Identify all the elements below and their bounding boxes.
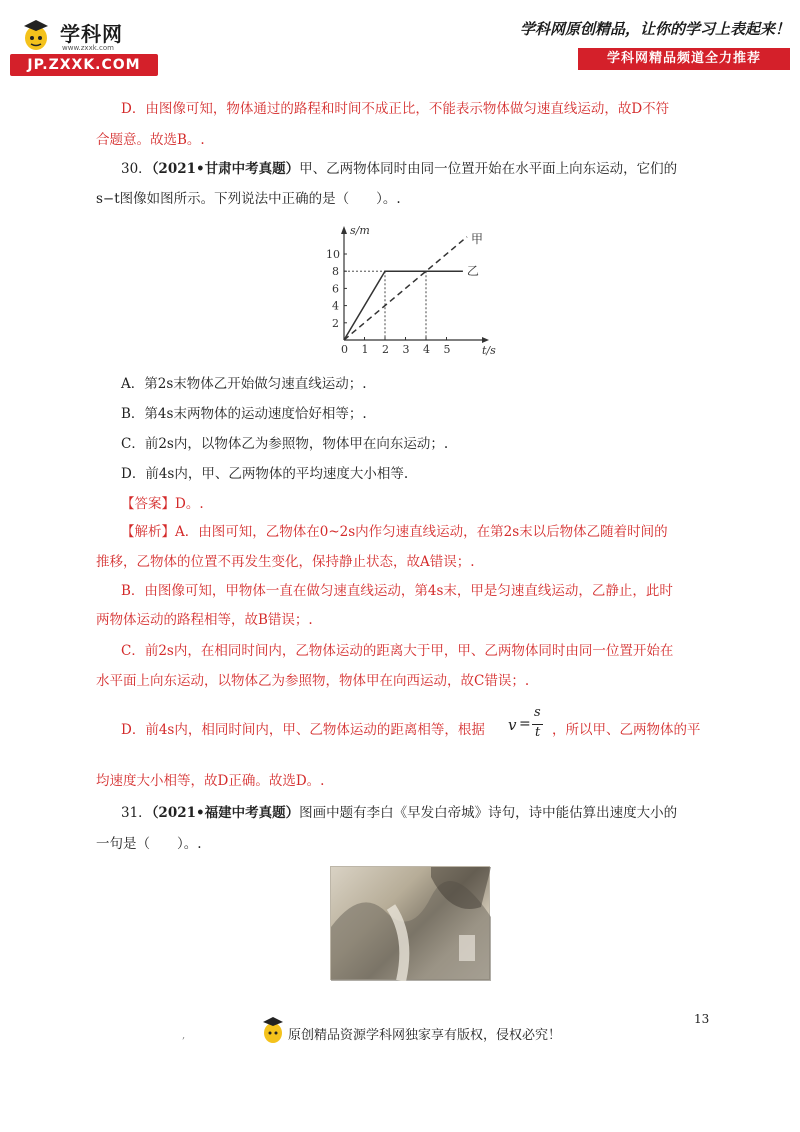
series-label: 乙 [466, 264, 479, 279]
y-axis-label: s/m [350, 224, 370, 237]
page-number: 13 [694, 1012, 710, 1026]
answer: 【答案】D。. [121, 496, 204, 512]
text-line: s−t图像如图所示。下列说法中正确的是（ ）。. [96, 191, 401, 207]
y-tick-label: 2 [332, 316, 339, 330]
text-line: 合题意。故选B。. [96, 132, 205, 148]
chart-series [344, 237, 467, 340]
logo-url: www.zxxk.com [62, 44, 114, 52]
velocity-formula [508, 705, 558, 745]
option-d: D．前4s内，甲、乙两物体的平均速度大小相等. [121, 466, 409, 482]
analysis-line: 两物体运动的路程相等，故B错误；. [96, 612, 313, 628]
question-number: 31． [121, 805, 152, 821]
analysis-line: C．前2s内，在相同时间内，乙物体运动的距离大于甲，甲、乙两物体同时由同一位置开始在 [121, 643, 674, 659]
question-30 [121, 159, 677, 179]
x-tick-label: 0 [341, 343, 348, 356]
y-axis-arrow [341, 226, 347, 234]
x-tick-label: 2 [382, 343, 389, 356]
painting-sketch [331, 867, 491, 981]
logo-mascot-area [16, 14, 156, 54]
formula-num: s [534, 705, 541, 720]
series-label: 甲 [471, 231, 484, 246]
chart-axes [341, 226, 489, 343]
analysis-line: ，所以甲、乙两物体的平 [552, 722, 701, 738]
question-text: 图画中题有李白《早发白帝城》诗句，诗中能估算出速度大小的 [299, 805, 678, 821]
question-31 [121, 803, 677, 823]
x-tick-label: 5 [443, 343, 451, 356]
header-slogan: 学科网原创精品，让你的学习上表起来！ [519, 20, 790, 38]
x-axis-arrow [482, 337, 489, 343]
analysis-line: 水平面上向东运动，以物体乙为参照物，物体甲在向西运动，故C错误；. [96, 673, 530, 689]
text-line: 一句是（ ）。. [96, 836, 202, 852]
zxxk-logo[interactable] [10, 14, 160, 76]
question-text: 甲、乙两物体同时由同一位置开始在水平面上向东运动，它们的 [299, 161, 678, 177]
question-number: 30． [121, 161, 152, 177]
page-header [0, 0, 800, 80]
question-source: （2021•甘肃中考真题） [151, 161, 300, 177]
analysis-line: 均速度大小相等，故D正确。故选D。. [96, 773, 325, 789]
question-source: （2021•福建中考真题） [151, 805, 300, 821]
mascot-icon [16, 14, 56, 54]
option-a: A．第2s末物体乙开始做匀速直线运动；. [121, 376, 367, 392]
y-tick-label: 6 [332, 282, 339, 296]
chart-labels [350, 224, 496, 357]
series-yi [344, 271, 463, 340]
y-tick-label: 4 [332, 299, 339, 313]
logo-title: 学科网 [60, 22, 123, 46]
y-tick-label: 8 [332, 265, 339, 279]
analysis-line: 【解析】A．由图可知，乙物体在0~2s内作匀速直线运动，在第2s末以后物体乙随着时间的 [121, 524, 668, 540]
landscape-painting-image [330, 866, 490, 980]
formula-den: t [535, 725, 541, 740]
x-tick-label: 4 [423, 343, 430, 356]
logo-banner: JP.ZXXK.COM [10, 54, 158, 76]
text-line: D．由图像可知，物体通过的路程和时间不成正比，不能表示物体做匀速直线运动，故D不符 [121, 101, 670, 117]
s-t-graph [322, 222, 522, 362]
analysis-line: B．由图像可知，甲物体一直在做匀速直线运动，第4s末，甲是匀速直线运动，乙静止，此时 [121, 583, 673, 599]
option-c: C．前2s内，以物体乙为参照物，物体甲在向东运动；. [121, 436, 449, 452]
formula-eq: = [519, 716, 531, 732]
formula-v: v [508, 716, 517, 734]
x-tick-label: 3 [402, 343, 410, 356]
footer-copyright: 原创精品资源学科网独家享有版权，侵权必究！ [288, 1028, 562, 1043]
analysis-line: 推移，乙物体的位置不再发生变化，保持静止状态，故A错误；. [96, 554, 475, 570]
series-jia [344, 237, 467, 340]
y-tick-label: 10 [326, 248, 340, 261]
analysis-line: D．前4s内，相同时间内，甲、乙物体运动的距离相等，根据 [121, 722, 485, 738]
x-axis-label: t/s [482, 344, 496, 357]
footer-mascot-icon [260, 1012, 286, 1046]
header-slogan-banner: 学科网精品频道全力推荐 [578, 48, 790, 70]
footer-mark: , [182, 1030, 186, 1041]
x-tick-label: 1 [361, 343, 369, 356]
option-b: B．第4s末两物体的运动速度恰好相等；. [121, 406, 367, 422]
